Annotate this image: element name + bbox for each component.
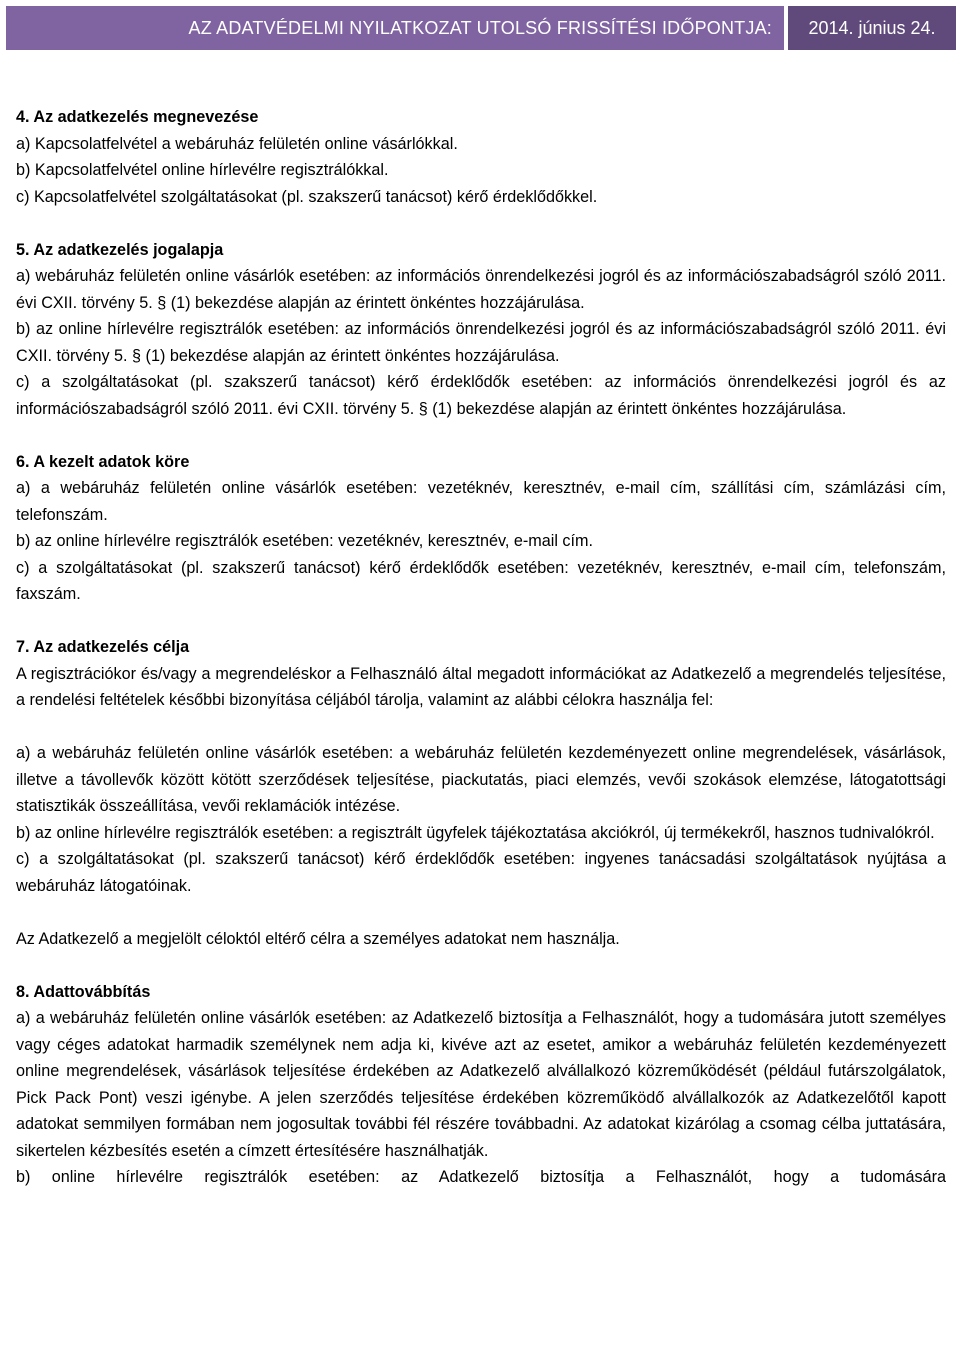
section-7-item-a: a) a webáruház felületén online vásárlók esetében: a webáruház felületén kezdeményezett online megrendelések, vásárlások, illetve a távollevők között kötött szerződések teljesítése, piackutatás, piaci elemzés, vevői szokások elemzése, látogatottsági statisztikák összeállítása, vevői reklamációk intézése. [16, 744, 946, 815]
header-date: 2014. június 24. [788, 6, 956, 50]
section-6-item-c: c) a szolgáltatásokat (pl. szakszerű tanácsot) kérő érdeklődők esetében: vezetéknév, keresztnév, e-mail cím, telefonszám, faxszám. [16, 558, 946, 603]
section-4-item-a: a) Kapcsolatfelvétel a webáruház felületén online vásárlókkal. [16, 134, 458, 153]
section-5-title: 5. Az adatkezelés jogalapja [16, 240, 224, 259]
section-8-item-b: b) online hírlevélre regisztrálók esetében: az Adatkezelő biztosítja a Felhasználót, hogy a tudomására [16, 1168, 946, 1186]
section-5-item-b: b) az online hírlevélre regisztrálók esetében: az információs önrendelkezési jogról és az információszabadságról szóló 2011. évi CXII. törvény 5. § (1) bekezdése alapján az érintett önkéntes hozzájárulása. [16, 320, 946, 365]
page-header [6, 6, 956, 50]
section-7-item-c: c) a szolgáltatásokat (pl. szakszerű tanácsot) kérő érdeklődők esetében: ingyenes tanácsadási szolgáltatások nyújtása a webáruház látogatóinak. [16, 850, 946, 895]
section-8-title: 8. Adattovábbítás [16, 982, 151, 1001]
section-5-item-a: a) webáruház felületén online vásárlók esetében: az információs önrendelkezési jogról és az információszabadságról szóló 2011. évi CXII. törvény 5. § (1) bekezdése alapján az érintett önkéntes hozzájárulása. [16, 267, 946, 312]
section-7-intro: A regisztrációkor és/vagy a megrendeléskor a Felhasználó által megadott információkat az Adatkezelő a megrendelés teljesítése, a rendelési feltételek későbbi bizonyítása céljából tárolja, valamint az alábbi célokra használja fel: [16, 664, 946, 709]
section-7-title: 7. Az adatkezelés célja [16, 638, 190, 656]
section-5-item-c: c) a szolgáltatásokat (pl. szakszerű tanácsot) kérő érdeklődők esetében: az információs önrendelkezési jogról és az információszabadságról szóló 2011. évi CXII. törvény 5. § (1) bekezdése alapján az érintett önkéntes hozzájárulása. [16, 373, 946, 418]
section-6-item-a: a) a webáruház felületén online vásárlók esetében: vezetéknév, keresztnév, e-mail cím, szállítási cím, számlázási cím, telefonszám. [16, 479, 946, 524]
section-8-item-a: a) a webáruház felületén online vásárlók esetében: az Adatkezelő biztosítja a Felhasználót, hogy a tudomására jutott személyes vagy céges adatokat harmadik személynek nem adja ki, kivéve azt az esetet, amikor a webáruház felületén kezdeményezett online megrendelések, vásárlások teljesítése érdekében az Adatkezelő alvállalkozó közreműködését (például futárszolgálatok, Pick Pack Pont) veszi igénybe. A jelen szerződés teljesítése érdekében közreműködő alvállalkozók az Adatkezelőtől kapott adatokat semmilyen formában nem jogosultak további fél részére továbbadni. Az adatokat kizárólag a csomag célba juttatására, sikertelen kézbesítés esetén a címzett értesítésére használhatják. [16, 1009, 946, 1160]
section-4-title: 4. Az adatkezelés megnevezése [16, 108, 259, 126]
section-7-item-b: b) az online hírlevélre regisztrálók esetében: a regisztrált ügyfelek tájékoztatása akciókról, új termékekről, hasznos tudnivalókról. [16, 823, 935, 842]
section-7-note: Az Adatkezelő a megjelölt céloktól eltérő célra a személyes adatokat nem használja. [16, 929, 620, 948]
section-6-item-b: b) az online hírlevélre regisztrálók esetében: vezetéknév, keresztnév, e-mail cím. [16, 532, 594, 550]
document-body [16, 104, 946, 1191]
section-4-item-b: b) Kapcsolatfelvétel online hírlevélre regisztrálókkal. [16, 161, 389, 179]
section-6-title: 6. A kezelt adatok köre [16, 452, 190, 471]
section-4-item-c: c) Kapcsolatfelvétel szolgáltatásokat (pl. szakszerű tanácsot) kérő érdeklődőkkel. [16, 187, 598, 206]
header-label: AZ ADATVÉDELMI NYILATKOZAT UTOLSÓ FRISSÍTÉSI IDŐPONTJA: [6, 6, 784, 50]
